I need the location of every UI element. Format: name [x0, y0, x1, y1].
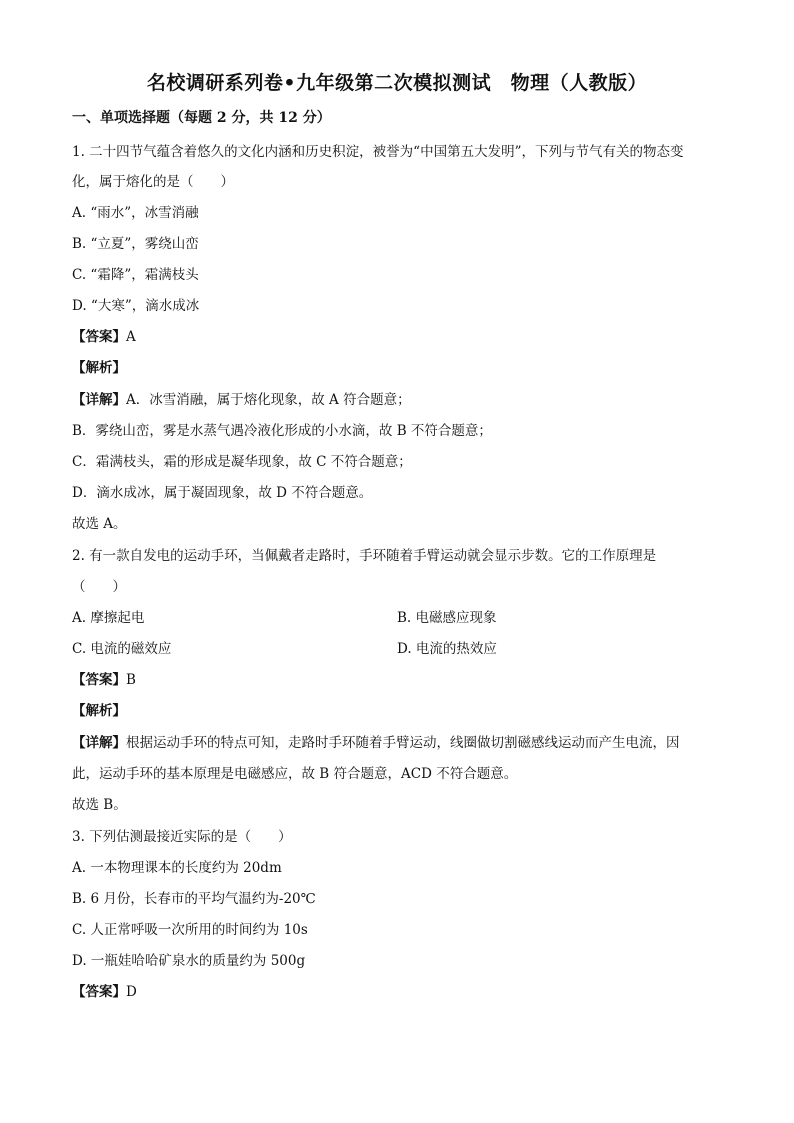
- q2-option-c: C. 电流的磁效应: [72, 641, 172, 657]
- q2-option-b: B. 电磁感应现象: [397, 610, 497, 626]
- q3-option-a: A. 一本物理课本的长度约为 20dm: [72, 860, 282, 876]
- answer-tag: 【答案】: [72, 329, 126, 345]
- q2-analysis-tag: 【解析】: [72, 703, 126, 719]
- answer-tag: 【答案】: [72, 672, 126, 688]
- q2-option-d: D. 电流的热效应: [397, 641, 497, 657]
- answer-value: D: [126, 984, 137, 1000]
- q1-conclusion: 故选 A。: [72, 516, 127, 532]
- q1-detail-line2: B．雾绕山峦，雾是水蒸气遇冷液化形成的小水滴，故 B 不符合题意；: [72, 423, 492, 439]
- q1-answer: [72, 327, 136, 347]
- answer-tag: 【答案】: [72, 984, 126, 1000]
- q2-conclusion: 故选 B。: [72, 797, 127, 813]
- q2-stem-line1: 2. 有一款自发电的运动手环，当佩戴者走路时，手环随着手臂运动就会显示步数。它的工作原理是: [72, 548, 657, 564]
- q1-analysis-tag: 【解析】: [72, 360, 126, 376]
- q1-detail-line1: [72, 390, 411, 410]
- q3-option-c: C. 人正常呼吸一次所用的时间约为 10s: [72, 922, 308, 938]
- q3-option-b: B. 6 月份，长春市的平均气温约为-20℃: [72, 891, 316, 907]
- q1-stem-line1: 1. 二十四节气蕴含着悠久的文化内涵和历史积淀，被誉为“中国第五大发明”，下列与节气有关的物态变: [72, 144, 684, 160]
- q1-option-b: B. “立夏”，雾绕山峦: [72, 236, 199, 252]
- detail-tag: 【详解】: [72, 735, 126, 751]
- q2-detail-line2: 此，运动手环的基本原理是电磁感应，故 B 符合题意，ACD 不符合题意。: [72, 766, 518, 782]
- page-title: 名校调研系列卷•九年级第二次模拟测试 物理（人教版）: [146, 72, 648, 94]
- section-heading: 一、单项选择题（每题 2 分，共 12 分）: [72, 110, 331, 126]
- answer-value: A: [126, 329, 136, 345]
- q1-detail-line4: D．滴水成冰，属于凝固现象，故 D 不符合题意。: [72, 485, 373, 501]
- q1-detail-line3: C．霜满枝头，霜的形成是凝华现象，故 C 不符合题意；: [72, 454, 412, 470]
- q2-stem-line2: （ ）: [72, 579, 126, 595]
- detail-text: A．冰雪消融，属于熔化现象，故 A 符合题意；: [126, 392, 411, 408]
- q2-detail-line1: [72, 733, 680, 753]
- q3-stem: 3. 下列估测最接近实际的是（ ）: [72, 829, 292, 845]
- q1-option-c: C. “霜降”，霜满枝头: [72, 267, 199, 283]
- q1-option-d: D. “大寒”，滴水成冰: [72, 298, 200, 314]
- detail-text: 根据运动手环的特点可知，走路时手环随着手臂运动，线圈做切割磁感线运动而产生电流，因: [126, 735, 680, 751]
- q3-answer: [72, 982, 137, 1002]
- q2-option-a: A. 摩擦起电: [72, 610, 145, 626]
- q1-option-a: A. “雨水”，冰雪消融: [72, 205, 199, 221]
- q1-stem-line2: 化，属于熔化的是（ ）: [72, 174, 234, 190]
- answer-value: B: [126, 672, 136, 688]
- q3-option-d: D. 一瓶娃哈哈矿泉水的质量约为 500g: [72, 953, 306, 969]
- q2-answer: [72, 670, 136, 690]
- detail-tag: 【详解】: [72, 392, 126, 408]
